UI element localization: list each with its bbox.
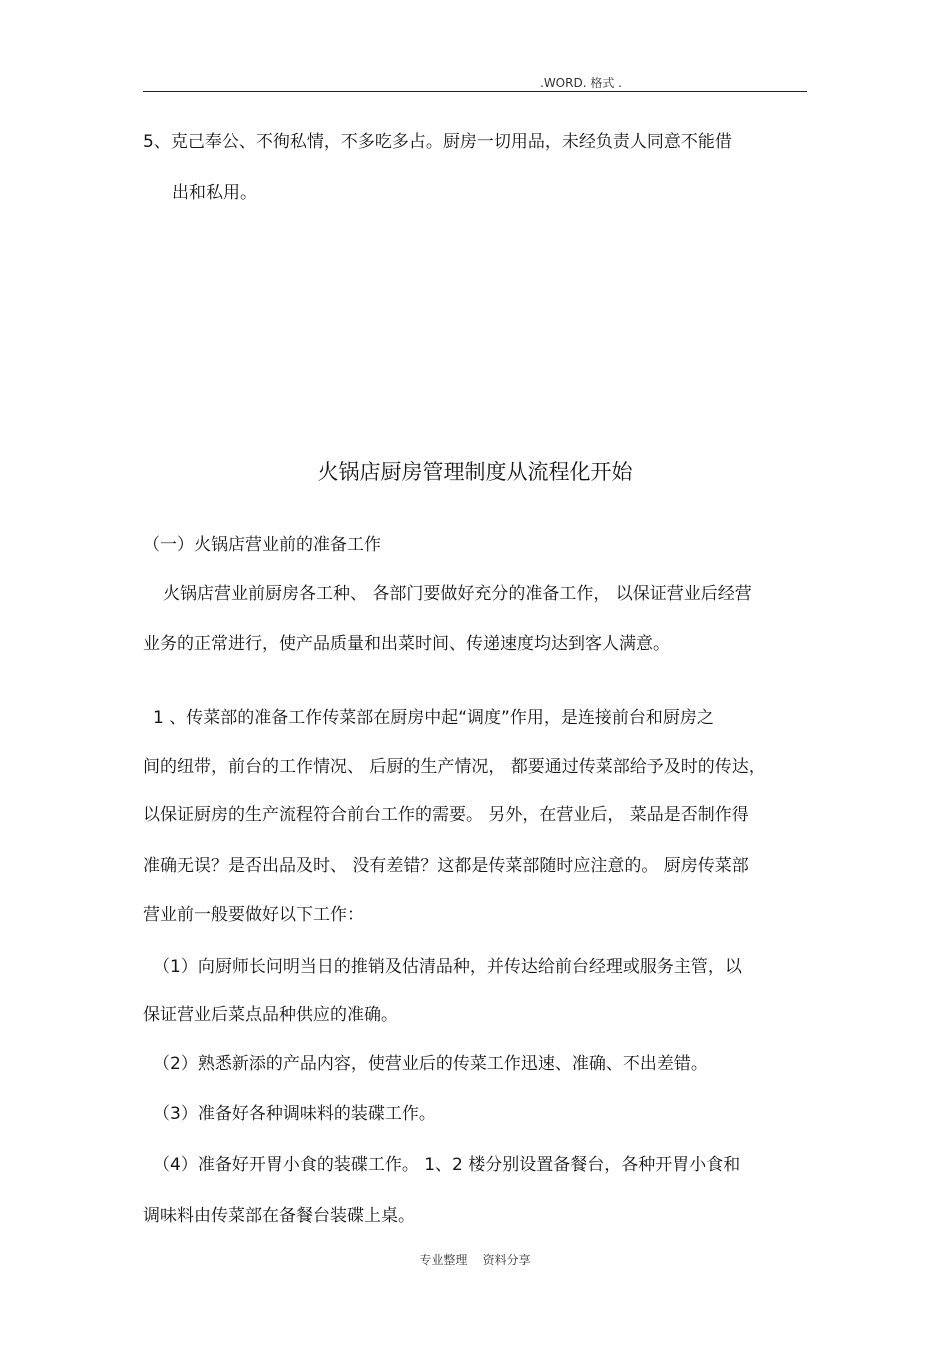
- subitem2: （2）熟悉新添的产品内容，使营业后的传菜工作迅速、准确、不出差错。: [153, 1054, 708, 1074]
- intro-line-1: 火锅店营业前厨房各工种、 各部门要做好充分的准备工作， 以保证营业后经营: [163, 584, 752, 604]
- subitem3: （3）准备好各种调味料的装碟工作。: [153, 1104, 436, 1124]
- item1-line-3: 以保证厨房的生产流程符合前台工作的需要。 另外，在营业后， 菜品是否制作得: [143, 805, 749, 825]
- subitem4-line-1: （4）准备好开胃小食的装碟工作。 1、2 楼分别设置备餐台，各种开胃小食和: [153, 1155, 741, 1175]
- header-format-label: .WORD. 格式 .: [540, 76, 622, 90]
- item1-line-5: 营业前一般要做好以下工作：: [143, 905, 364, 925]
- item1-line-1: 1 、传菜部的准备工作传菜部在厨房中起“调度”作用，是连接前台和厨房之: [153, 708, 714, 728]
- section-heading: （一）火锅店营业前的准备工作: [143, 535, 381, 555]
- previous-item-line-1: 5、克己奉公、不徇私情，不多吃多占。厨房一切用品，未经负责人同意不能借: [143, 132, 732, 152]
- item1-line-4: 准确无误？是否出品及时、 没有差错？这都是传菜部随时应注意的。 厨房传菜部: [143, 856, 749, 876]
- header-rule: [143, 91, 807, 92]
- page-title: 火锅店厨房管理制度从流程化开始: [317, 460, 633, 484]
- item1-line-2: 间的纽带，前台的工作情况、 后厨的生产情况， 都要通过传菜部给予及时的传达，: [143, 757, 766, 777]
- previous-item-line-2: 出和私用。: [172, 183, 257, 203]
- intro-line-2: 业务的正常进行，使产品质量和出菜时间、传递速度均达到客人满意。: [143, 634, 670, 654]
- footer-label: 专业整理 资料分享: [419, 1253, 531, 1267]
- subitem1-line-2: 保证营业后菜点品种供应的准确。: [143, 1005, 398, 1025]
- subitem4-line-2: 调味料由传菜部在备餐台装碟上桌。: [143, 1206, 415, 1226]
- subitem1-line-1: （1）向厨师长问明当日的推销及估清品种，并传达给前台经理或服务主管，以: [153, 957, 742, 977]
